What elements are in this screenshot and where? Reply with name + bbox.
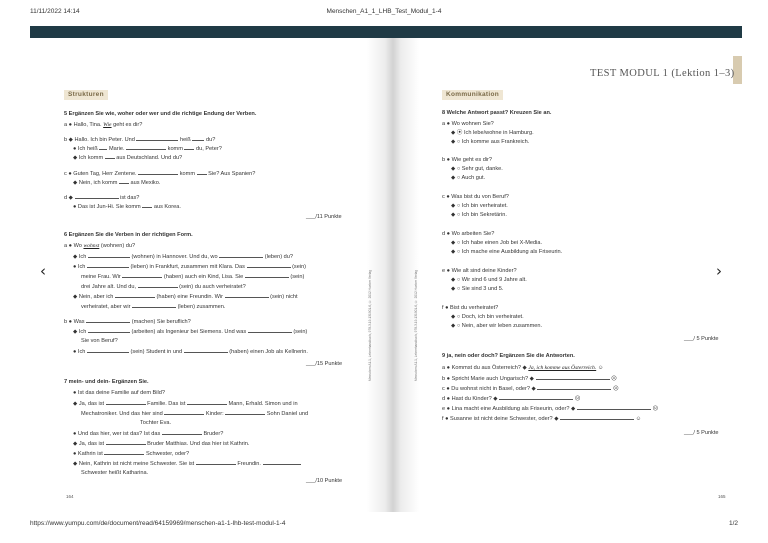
blank-field[interactable]: [142, 202, 152, 208]
text: drei Jahre alt. Und du,: [81, 284, 137, 290]
text: ● Ich: [73, 349, 86, 355]
text: du, Peter?: [196, 146, 222, 152]
task-7-line-2: [73, 399, 298, 408]
text: meine Frau. Wir: [81, 274, 121, 280]
blank-field[interactable]: [87, 262, 129, 268]
left-page-number: 164: [66, 494, 74, 499]
right-page-number: 165: [718, 494, 726, 499]
task-9f-line: [442, 414, 641, 423]
blank-field[interactable]: [88, 327, 130, 333]
task-6a-line-7: [81, 302, 225, 311]
task-7-line-6: [73, 439, 249, 448]
left-page-side-credit: Menschen A1.1, Lehrerhandbuch, 978-3-19-131901-6, © 2012 Hueber Verlag: [368, 270, 372, 382]
example-answer: wohnst: [83, 243, 100, 249]
task-9-score: ___/ 5 Punkte: [684, 430, 719, 436]
blank-field[interactable]: [219, 252, 263, 258]
text: e ● Lina macht eine Ausbildung als Friseurin, oder? ◆: [442, 406, 576, 412]
blank-field[interactable]: [105, 153, 115, 159]
task-5c-line-1: [64, 169, 255, 178]
task-9b-line: [442, 374, 617, 383]
task-8c-question: c ● Was bist du von Beruf?: [442, 194, 509, 200]
text: a ● Kommst du aus Österreich? ◆: [442, 365, 527, 371]
task-7-line-4: Tochter Eva.: [140, 420, 172, 426]
text: (leben) zusammen.: [177, 304, 226, 310]
text: Sohn Daniel und: [266, 411, 309, 417]
right-page-side-credit: Menschen A1.1, Lehrerhandbuch, 978-3-19-131901-6, © 2012 Hueber Verlag: [414, 270, 418, 382]
task-5b-line-2: [73, 144, 222, 153]
text: ◆ Ja, das ist: [73, 401, 105, 407]
text: ◆ Nein, ich komm: [73, 180, 118, 186]
blank-field[interactable]: [184, 144, 194, 150]
text: (haben) auch ein Kind, Lisa. Sie: [163, 274, 244, 280]
text: ist das?: [120, 195, 140, 201]
text: Sie? Aus Spanien?: [208, 171, 256, 177]
blank-field[interactable]: [247, 262, 291, 268]
task-5c-line-2: [73, 178, 160, 187]
text: aus Mexiko.: [130, 180, 161, 186]
blank-field[interactable]: [560, 414, 634, 420]
blank-field[interactable]: [263, 459, 301, 465]
task-9a-line: [442, 364, 603, 372]
text: heiß: [179, 137, 191, 143]
text: (leben) in Frankfurt, zusammen mit Klara. Das: [130, 264, 245, 270]
text: Mechatroniker. Und das hier sind: [81, 411, 163, 417]
task-7-line-9: Schwester heißt Katharina.: [81, 470, 149, 476]
task-8c-option-2[interactable]: ◆ ○ Ich bin Sekretärin.: [451, 212, 507, 218]
happy-face-icon: ☺: [597, 365, 604, 371]
text: ◆ Ich komm: [73, 155, 104, 161]
text: (sein): [292, 264, 307, 270]
test-title: TEST MODUL 1 (Lektion 1–3): [590, 68, 735, 79]
text: aus Korea.: [153, 204, 181, 210]
text: aus Deutschland. Und du?: [116, 155, 183, 161]
text: verheiratet, aber wir: [81, 304, 131, 310]
sad-face-icon: ☹: [574, 396, 581, 402]
blank-field[interactable]: [196, 459, 236, 465]
source-url: https://www.yumpu.com/de/document/read/64159969/menschen-a1-1-lhb-test-modul-1-4: [30, 520, 286, 527]
blank-field[interactable]: [187, 399, 227, 405]
text: ◆ Nein, Kathrin ist nicht meine Schwester. Sie ist: [73, 461, 195, 467]
task-6-title: 6 Ergänzen Sie die Verben in der richtigen Form.: [64, 232, 193, 238]
task-7-line-8: [73, 459, 301, 468]
task-8-title: 8 Welche Antwort passt? Kreuzen Sie an.: [442, 110, 552, 116]
blank-field[interactable]: [126, 144, 166, 150]
task-7-line-1: ● Ist das deine Familie auf dem Bild?: [73, 390, 165, 396]
print-page-count: 1/2: [728, 520, 738, 527]
viewer-toolbar: [30, 26, 742, 38]
text: (sein): [290, 274, 305, 280]
task-8f-question: f ● Bist du verheiratet?: [442, 305, 499, 311]
example-answer: Ja, ich komme aus Österreich.: [528, 365, 597, 371]
blank-field[interactable]: [136, 135, 178, 141]
task-8b-option-2[interactable]: ◆ ○ Auch gut.: [451, 175, 486, 181]
blank-field[interactable]: [99, 144, 107, 150]
blank-field[interactable]: [86, 317, 130, 323]
sad-face-icon: ☹: [652, 406, 659, 412]
sad-face-icon: ☹: [612, 386, 619, 392]
task-8c-option-1[interactable]: ◆ ○ Ich bin verheiratet.: [451, 203, 508, 209]
task-9c-line: [442, 384, 619, 393]
text: komm: [179, 171, 195, 177]
task-6a-line-2: [73, 252, 293, 261]
print-date: 11/11/2022 14:14: [30, 8, 80, 15]
blank-field[interactable]: [162, 429, 202, 435]
task-9e-line: [442, 404, 658, 413]
task-8e-option-2[interactable]: ◆ ○ Sie sind 3 und 5.: [451, 286, 504, 292]
text: (haben) einen Job als Kellnerin.: [229, 349, 308, 355]
task-5d-line-2: [73, 202, 181, 211]
text: komm: [167, 146, 183, 152]
text: (wohnen) du?: [100, 243, 136, 249]
text: Mann, Erhald. Simon und in: [228, 401, 298, 407]
text: Kinder:: [205, 411, 224, 417]
blank-field[interactable]: [75, 193, 119, 199]
blank-field[interactable]: [225, 292, 269, 298]
task-5b-line-1: [64, 135, 215, 144]
task-6-score: ___/15 Punkte: [306, 361, 343, 367]
blank-field[interactable]: [184, 347, 228, 353]
task-6a-line-1: [64, 242, 135, 250]
text: b ◆ Hallo. Ich bin Peter. Und: [64, 137, 135, 143]
text: (sein) Student in und: [130, 349, 183, 355]
task-6a-line-5: [81, 282, 246, 291]
text: ● Das ist Jun-Hi. Sie komm: [73, 204, 141, 210]
text: Bruder?: [203, 431, 224, 437]
text: ● Kathrin ist: [73, 451, 103, 457]
task-7-line-5: [73, 429, 223, 438]
example-answer: Wie: [103, 122, 112, 128]
task-8d-question: d ● Wo arbeiten Sie?: [442, 231, 495, 237]
text: (sein) du auch verheiratet?: [179, 284, 246, 290]
task-9-title: 9 ja, nein oder doch? Ergänzen Sie die Antworten.: [442, 353, 575, 359]
text: ● Ich heiß: [73, 146, 98, 152]
text: c ● Du wohnst nicht in Basel, oder? ◆: [442, 386, 536, 392]
blank-field[interactable]: [138, 169, 178, 175]
task-5-score: ___/11 Punkte: [306, 214, 342, 220]
blank-field[interactable]: [87, 347, 129, 353]
task-7-title: 7 mein- und dein- Ergänzen Sie.: [64, 379, 149, 385]
task-6b-line-4: [73, 347, 308, 356]
task-8d-option-1[interactable]: ◆ ○ Ich habe einen Job bei X-Media.: [451, 240, 543, 246]
task-8b-option-1[interactable]: ◆ ○ Sehr gut, danke.: [451, 166, 503, 172]
text: a ● Wo: [64, 243, 82, 249]
task-8f-option-2[interactable]: ◆ ○ Nein, aber wir leben zusammen.: [451, 323, 543, 329]
blank-field[interactable]: [132, 302, 176, 308]
task-8a-question: a ● Wo wohnen Sie?: [442, 121, 494, 127]
text: a ● Hallo, Tina.: [64, 122, 102, 128]
task-8d-option-2[interactable]: ◆ ○ Ich mache eine Ausbildung als Friseurin.: [451, 249, 563, 255]
text: (sein): [293, 329, 308, 335]
section-kommunikation: Kommunikation: [442, 90, 503, 100]
book-spine: [367, 38, 419, 512]
blank-field[interactable]: [119, 178, 129, 184]
sad-face-icon: ☹: [611, 376, 617, 382]
right-page: [385, 38, 742, 512]
text: c ● Guten Tag, Herr Zentene.: [64, 171, 137, 177]
text: d ● Hast du Kinder? ◆: [442, 396, 498, 402]
print-document-title: Menschen_A1_1_LHB_Test_Modul_1-4: [326, 8, 442, 15]
text: Freundin.: [237, 461, 261, 467]
task-7-line-3: [81, 409, 308, 418]
task-6b-line-1: [64, 317, 191, 326]
text: ● Und das hier, wer ist das? Ist das: [73, 431, 161, 437]
task-9d-line: [442, 394, 581, 403]
blank-field[interactable]: [248, 327, 292, 333]
task-8b-question: b ● Wie geht es dir?: [442, 157, 493, 163]
text: d ◆: [64, 195, 73, 201]
task-6a-line-3: [73, 262, 306, 271]
task-8a-option-2[interactable]: ◆ ○ Ich komme aus Frankreich.: [451, 139, 530, 145]
text: ◆ Ich: [73, 329, 87, 335]
task-6b-line-3: Sie von Beruf?: [81, 338, 118, 344]
text: b ● Spricht Marie auch Ungarisch? ◆: [442, 376, 534, 382]
text: ◆ Ja, das ist: [73, 441, 105, 447]
task-5-title: 5 Ergänzen Sie wie, woher oder wer und die richtige Endung der Verben.: [64, 111, 257, 117]
blank-field[interactable]: [104, 449, 144, 455]
chevron-right-icon[interactable]: ›: [716, 262, 722, 280]
blank-field[interactable]: [122, 272, 162, 278]
text: (leben) du?: [264, 254, 294, 260]
chevron-left-icon[interactable]: ‹: [40, 262, 46, 280]
blank-field[interactable]: [88, 252, 130, 258]
blank-field[interactable]: [537, 384, 611, 390]
task-6a-line-6: [73, 292, 298, 301]
text: geht es dir?: [113, 122, 143, 128]
text: f ● Susanne ist nicht deine Schwester, oder? ◆: [442, 416, 559, 422]
task-8e-question: e ● Wie alt sind deine Kinder?: [442, 268, 517, 274]
task-8a-option-1[interactable]: ◆ ⦿ Ich lebe/wohne in Hamburg.: [451, 130, 534, 136]
blank-field[interactable]: [115, 292, 155, 298]
blank-field[interactable]: [536, 374, 610, 380]
text: (arbeiten) als Ingenieur bei Siemens. Und was: [131, 329, 247, 335]
happy-face-icon: ☺: [635, 416, 642, 422]
print-footer: [0, 518, 768, 532]
blank-field[interactable]: [499, 394, 573, 400]
blank-field[interactable]: [577, 404, 651, 410]
blank-field[interactable]: [106, 439, 146, 445]
section-strukturen: Strukturen: [64, 90, 108, 100]
text: Bruder Matthias. Und das hier ist Kathrin.: [147, 441, 250, 447]
text: du?: [205, 137, 216, 143]
text: ◆ Nein, aber ich: [73, 294, 114, 300]
blank-field[interactable]: [225, 409, 265, 415]
task-5b-line-3: [73, 153, 182, 162]
blank-field[interactable]: [164, 409, 204, 415]
text: Marie.: [108, 146, 125, 152]
text: b ● Was: [64, 319, 85, 325]
task-8-score: ___/ 5 Punkte: [684, 336, 719, 342]
blank-field[interactable]: [138, 282, 178, 288]
task-6b-line-2: [73, 327, 307, 336]
task-7-score: ___/10 Punkte: [306, 478, 343, 484]
text: (machen) Sie beruflich?: [131, 319, 191, 325]
blank-field[interactable]: [197, 169, 207, 175]
text: Schwester, oder?: [145, 451, 190, 457]
text: Familie. Das ist: [147, 401, 186, 407]
blank-field[interactable]: [192, 135, 204, 141]
task-6a-line-4: [81, 272, 304, 281]
task-5d-line-1: [64, 193, 139, 202]
text: ● Ich: [73, 264, 86, 270]
print-header: [0, 0, 768, 18]
task-8f-option-1[interactable]: ◆ ○ Doch, ich bin verheiratet.: [451, 314, 524, 320]
text: (sein) nicht: [270, 294, 298, 300]
text: (wohnen) in Hannover. Und du, wo: [131, 254, 218, 260]
task-5a-line: [64, 121, 142, 129]
blank-field[interactable]: [106, 399, 146, 405]
task-8e-option-1[interactable]: ◆ ○ Wir sind 6 und 9 Jahre alt.: [451, 277, 527, 283]
text: (haben) eine Freundin. Wir: [156, 294, 224, 300]
task-7-line-7: [73, 449, 189, 458]
blank-field[interactable]: [245, 272, 289, 278]
text: ◆ Ich: [73, 254, 87, 260]
